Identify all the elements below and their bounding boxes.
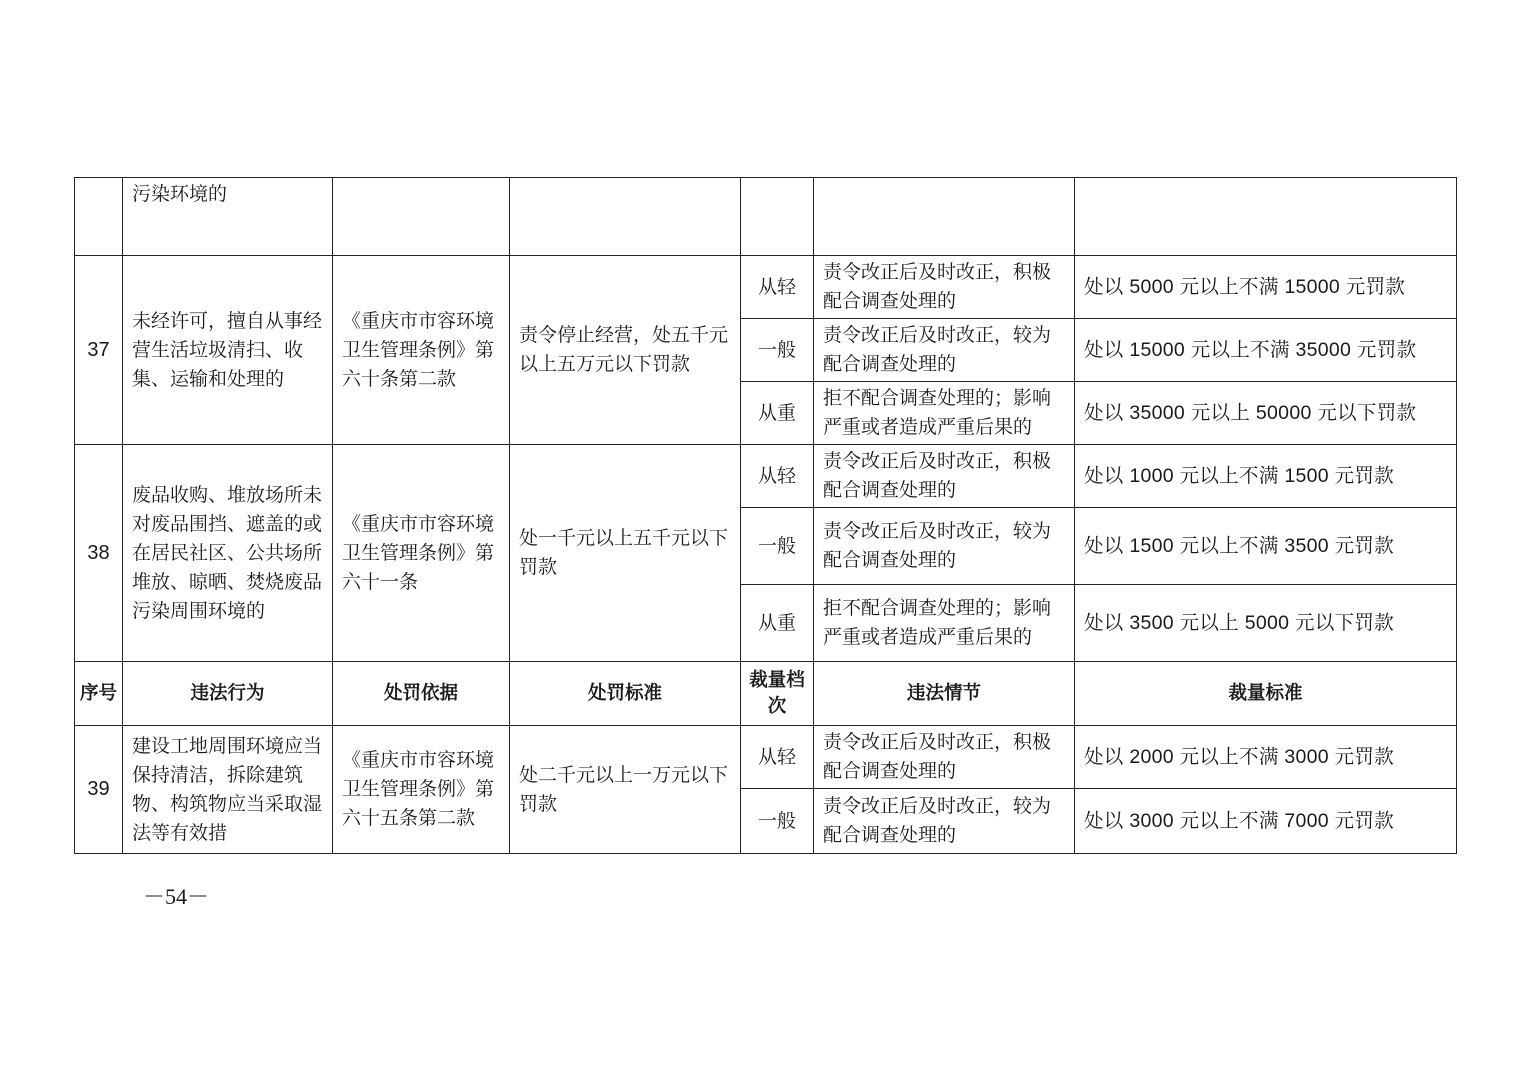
violation-cell: 建设工地周围环境应当保持清洁，拆除建筑物、构筑物应当采取湿法等有效措: [123, 726, 333, 854]
circumstance-cell: 责令改正后及时改正，积极配合调查处理的: [814, 726, 1075, 789]
circumstance-cell: 责令改正后及时改正，较为配合调查处理的: [814, 319, 1075, 382]
standard-cell: 处以 1000 元以上不满 1500 元罚款: [1075, 445, 1457, 508]
standard-cell: 处以 15000 元以上不满 35000 元罚款: [1075, 319, 1457, 382]
table-row: [75, 256, 1457, 319]
violation-cell: 废品收购、堆放场所未对废品围挡、遮盖的或在居民社区、公共场所堆放、晾晒、焚烧废品污染周围环境的: [123, 445, 333, 662]
header-violation: 违法行为: [123, 662, 333, 726]
header-penalty: 处罚标准: [510, 662, 741, 726]
level-cell: 从重: [741, 585, 814, 662]
page-number: －54－: [143, 884, 210, 909]
standard-cell: 处以 35000 元以上 50000 元以下罚款: [1075, 382, 1457, 445]
circumstance-cell: 拒不配合调查处理的；影响严重或者造成严重后果的: [814, 382, 1075, 445]
item-number: 39: [75, 726, 123, 854]
circumstance-cell: 责令改正后及时改正，较为配合调查处理的: [814, 508, 1075, 585]
discretion-table: [74, 177, 1457, 854]
circumstance-cell: 拒不配合调查处理的；影响严重或者造成严重后果的: [814, 585, 1075, 662]
circumstance-cell: 责令改正后及时改正，积极配合调查处理的: [814, 256, 1075, 319]
header-no: 序号: [75, 662, 123, 726]
level-cell: 一般: [741, 319, 814, 382]
circumstance-cell: 责令改正后及时改正，积极配合调查处理的: [814, 445, 1075, 508]
header-level: 裁量档次: [741, 662, 814, 726]
table-header-row: [75, 662, 1457, 726]
table-row: [75, 726, 1457, 789]
standard-cell: 处以 1500 元以上不满 3500 元罚款: [1075, 508, 1457, 585]
standard-cell: 处以 2000 元以上不满 3000 元罚款: [1075, 726, 1457, 789]
item-number: 38: [75, 445, 123, 662]
level-cell: 从重: [741, 382, 814, 445]
table-row: [75, 445, 1457, 508]
basis-cell: 《重庆市市容环境卫生管理条例》第六十一条: [333, 445, 510, 662]
cont-violation-cell: 污染环境的: [123, 178, 333, 256]
header-standard: 裁量标准: [1075, 662, 1457, 726]
cont-no-cell: [75, 178, 123, 256]
level-cell: 从轻: [741, 445, 814, 508]
penalty-cell: 责令停止经营，处五千元以上五万元以下罚款: [510, 256, 741, 445]
standard-cell: 处以 5000 元以上不满 15000 元罚款: [1075, 256, 1457, 319]
standard-cell: 处以 3000 元以上不满 7000 元罚款: [1075, 789, 1457, 854]
violation-cell: 未经许可，擅自从事经营生活垃圾清扫、收集、运输和处理的: [123, 256, 333, 445]
basis-cell: 《重庆市市容环境卫生管理条例》第六十五条第二款: [333, 726, 510, 854]
header-circumstance: 违法情节: [814, 662, 1075, 726]
level-cell: 从轻: [741, 256, 814, 319]
circumstance-cell: 责令改正后及时改正，较为配合调查处理的: [814, 789, 1075, 854]
level-cell: 一般: [741, 508, 814, 585]
level-cell: 从轻: [741, 726, 814, 789]
basis-cell: 《重庆市市容环境卫生管理条例》第六十条第二款: [333, 256, 510, 445]
continuation-row: [75, 178, 1457, 256]
penalty-cell: 处一千元以上五千元以下罚款: [510, 445, 741, 662]
item-number: 37: [75, 256, 123, 445]
header-basis: 处罚依据: [333, 662, 510, 726]
penalty-cell: 处二千元以上一万元以下罚款: [510, 726, 741, 854]
standard-cell: 处以 3500 元以上 5000 元以下罚款: [1075, 585, 1457, 662]
level-cell: 一般: [741, 789, 814, 854]
